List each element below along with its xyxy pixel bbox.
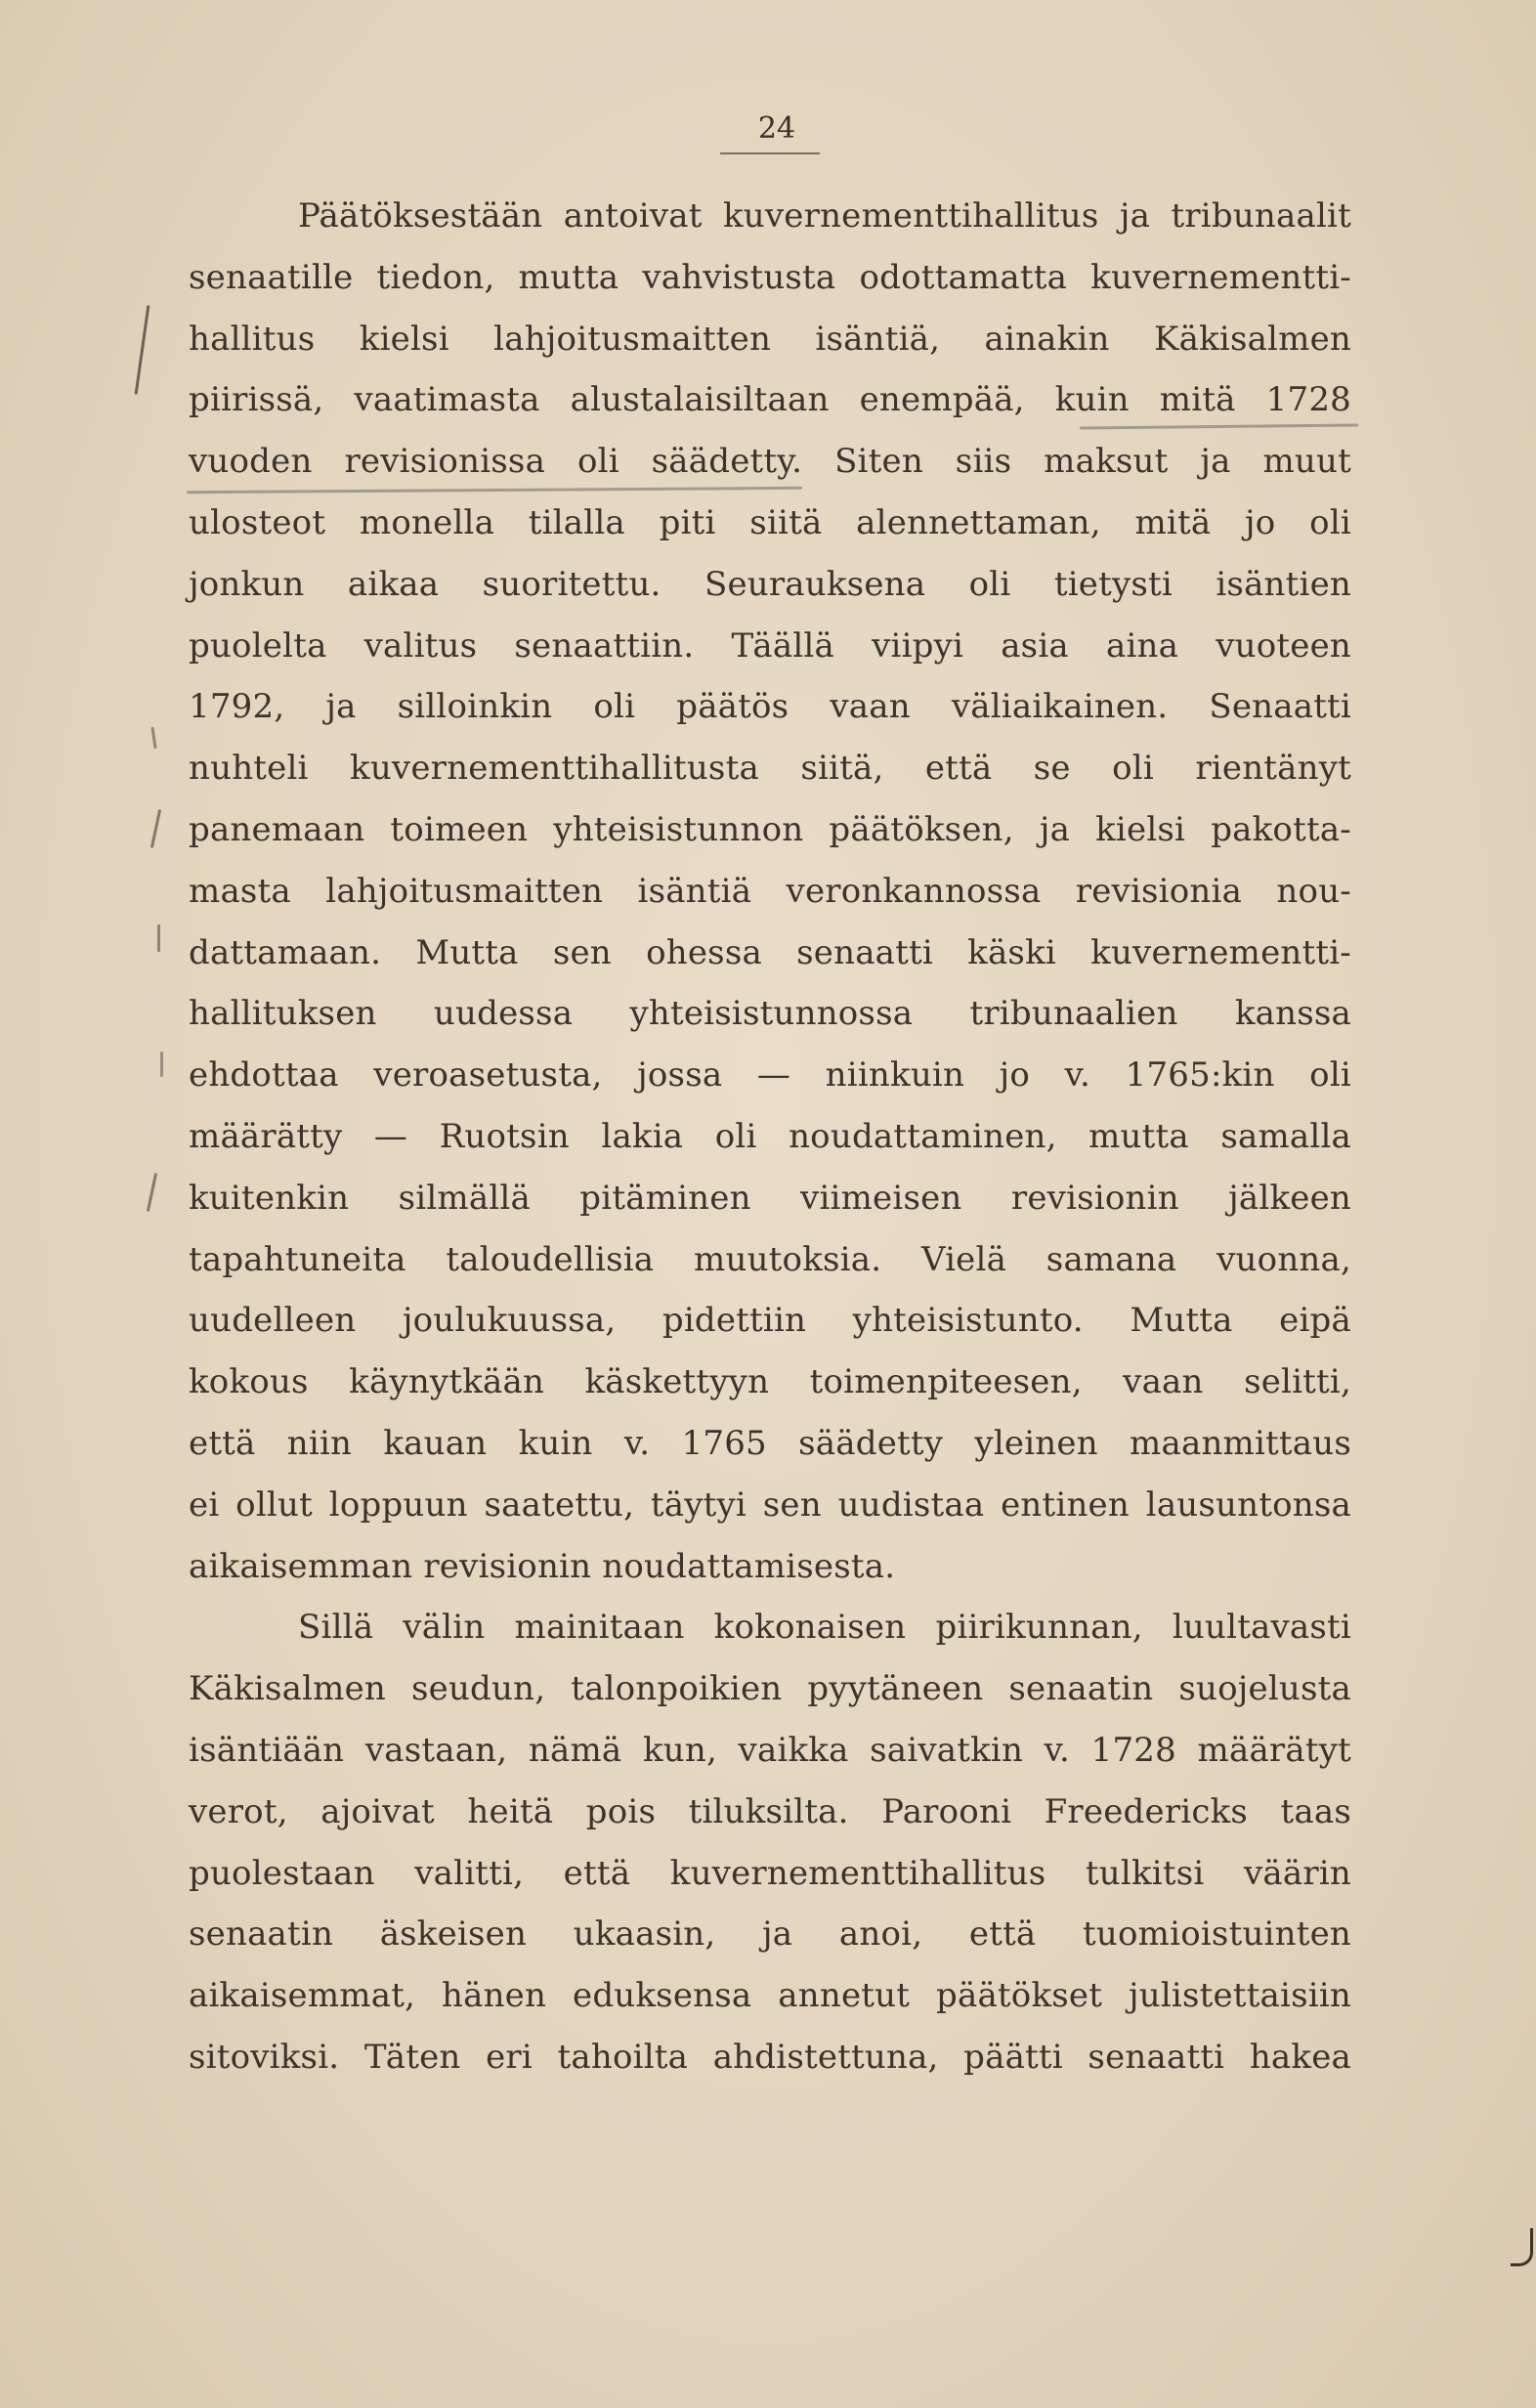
- text-line: hallituksen uudessa yhteisistunnossa tribunaalien kanssa: [189, 994, 1351, 1034]
- text-line: 1792, ja silloinkin oli päätös vaan väliaikainen. Senaatti: [189, 687, 1351, 727]
- text-line: uudelleen joulukuussa, pidettiin yhteisistunto. Mutta eipä: [189, 1301, 1351, 1341]
- text-line: tapahtuneita taloudellisia muutoksia. Vielä samana vuonna,: [189, 1239, 1351, 1279]
- text-line: masta lahjoitusmaitten isäntiä veronkannossa revisionia nou-: [189, 871, 1351, 911]
- text-line: ulosteot monella tilalla piti siitä alennettaman, mitä jo oli: [189, 502, 1351, 542]
- text-line: jonkun aikaa suoritettu. Seurauksena oli tietysti isäntien: [189, 564, 1351, 604]
- text-line: aikaisemmat, hänen eduksensa annetut päätökset julistettaisiin: [189, 1976, 1351, 2016]
- margin-pencil-mark: [150, 809, 161, 848]
- margin-pencil-mark: [147, 1173, 157, 1212]
- text-line: ei ollut loppuun saatettu, täytyi sen uudistaa entinen lausuntonsa: [189, 1484, 1351, 1525]
- text-line: senaatille tiedon, mutta vahvistusta odottamatta kuvernementti-: [189, 257, 1351, 297]
- text-line: kokous käynytkään käskettyyn toimenpiteesen, vaan selitti,: [189, 1362, 1351, 1402]
- text-line: nuhteli kuvernementtihallitusta siitä, että se oli rientänyt: [189, 749, 1351, 789]
- text-line: kuitenkin silmällä pitäminen viimeisen revisionin jälkeen: [189, 1178, 1351, 1218]
- text-line: Päätöksestään antoivat kuvernementtihallitus ja tribunaalit: [298, 196, 1351, 236]
- corner-page-mark: [1511, 2228, 1533, 2266]
- text-line: puolestaan valitti, että kuvernementtihallitus tulkitsi väärin: [189, 1853, 1351, 1893]
- page-number-rule: [720, 152, 820, 154]
- margin-pencil-mark: [160, 1052, 163, 1077]
- text-line: sitoviksi. Täten eri tahoilta ahdistettuna, päätti senaatti hakea: [189, 2037, 1351, 2077]
- margin-pencil-mark: [150, 727, 156, 749]
- text-line: että niin kauan kuin v. 1765 säädetty yleinen maanmittaus: [189, 1423, 1351, 1463]
- margin-pencil-mark: [135, 305, 150, 395]
- text-line: vuoden revisionissa oli säädetty. Siten siis maksut ja muut: [189, 442, 1351, 482]
- text-line: piirissä, vaatimasta alustalaisiltaan enempää, kuin mitä 1728: [189, 380, 1351, 420]
- text-line: senaatin äskeisen ukaasin, ja anoi, että tuomioistuinten: [189, 1914, 1351, 1955]
- text-line: aikaisemman revisionin noudattamisesta.: [189, 1546, 896, 1586]
- text-line: verot, ajoivat heitä pois tiluksilta. Parooni Freedericks taas: [189, 1791, 1351, 1831]
- text-line: panemaan toimeen yhteisistunnon päätöksen, ja kielsi pakotta-: [189, 809, 1351, 849]
- text-line: dattamaan. Mutta sen ohessa senaatti käski kuvernementti-: [189, 932, 1351, 972]
- margin-pencil-mark: [157, 924, 160, 952]
- text-line: ehdottaa veroasetusta, jossa — niinkuin jo v. 1765:kin oli: [189, 1055, 1351, 1096]
- text-line: Käkisalmen seudun, talonpoikien pyytäneen senaatin suojelusta: [189, 1669, 1351, 1709]
- body-text: [189, 186, 1351, 2088]
- text-line: hallitus kielsi lahjoitusmaitten isäntiä, ainakin Käkisalmen: [189, 319, 1351, 359]
- text-line: Sillä välin mainitaan kokonaisen piirikunnan, luultavasti: [298, 1608, 1351, 1648]
- page-number: 24: [757, 111, 796, 146]
- text-line: määrätty — Ruotsin lakia oli noudattaminen, mutta samalla: [189, 1116, 1351, 1156]
- text-line: puolelta valitus senaattiin. Täällä viipyi asia aina vuoteen: [189, 625, 1351, 666]
- text-line: isäntiään vastaan, nämä kun, vaikka saivatkin v. 1728 määrätyt: [189, 1730, 1351, 1770]
